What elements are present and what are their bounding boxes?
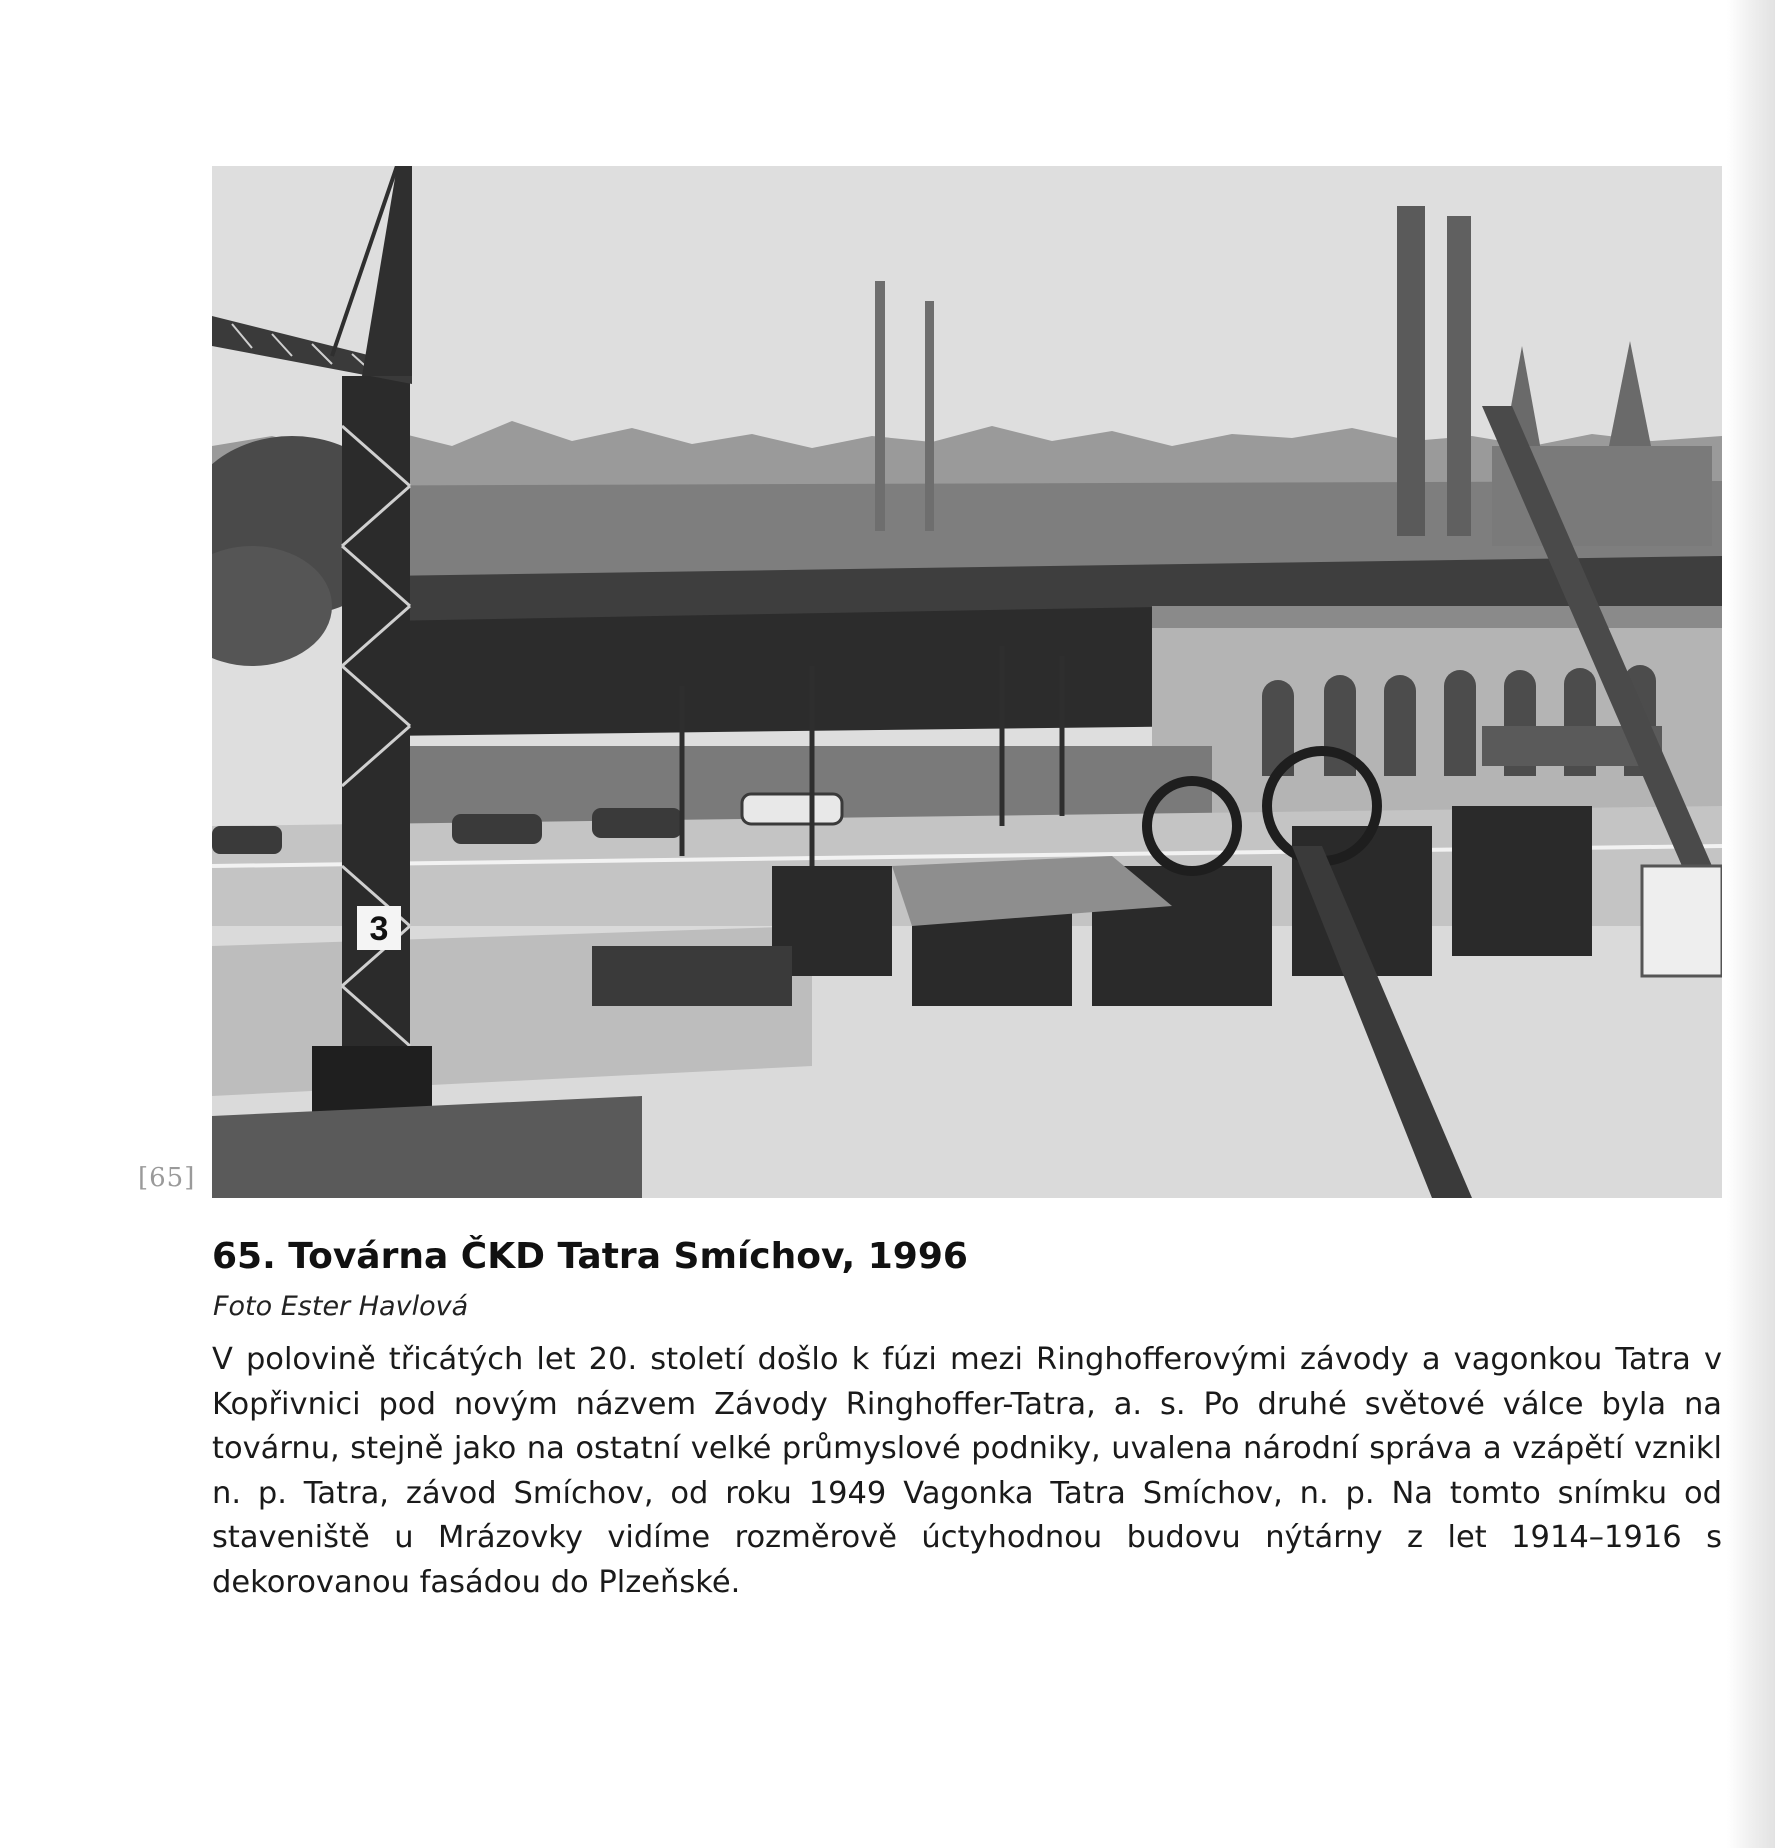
crane-number: 3 bbox=[369, 910, 389, 948]
caption-title: 65. Továrna ČKD Tatra Smíchov, 1996 bbox=[212, 1236, 968, 1277]
car-2 bbox=[452, 814, 542, 844]
car-4 bbox=[742, 794, 842, 824]
car-1 bbox=[212, 826, 282, 854]
page-edge-shadow bbox=[1727, 0, 1775, 1848]
chimney-3 bbox=[875, 281, 885, 531]
photo-illustration bbox=[212, 166, 1722, 1198]
chimney-1 bbox=[1397, 206, 1425, 536]
chimney-4 bbox=[925, 301, 934, 531]
photo-credit: Foto Ester Havlová bbox=[213, 1291, 469, 1322]
caption-body-text: V polovině třicátých let 20. století došlo k fúzi mezi Ringhofferovými závody a vagonkou Tatra v Kopřivnici pod novým názvem Závody Ringhoffer-Tatra, a. s. Po druhé světové válce byla na továrnu, stejně jako na ostatní velké průmyslové podniky, uvalena národní správa a vzápětí vznikl n. p. Tatra, závod Smíchov, od roku 1949 Vagonka Tatra Smíchov, n. p. Na tomto snímku od staveniště u Mrázovky vidíme rozměrově úctyhodnou budovu nýtárny z let 1914–1916 s dekorovanou fasádou do Plzeňské. bbox=[212, 1342, 1722, 1600]
page-number-marker: [65] bbox=[138, 1163, 196, 1193]
factory-photograph bbox=[212, 166, 1722, 1198]
chimney-2 bbox=[1447, 216, 1471, 536]
car-3 bbox=[592, 808, 682, 838]
